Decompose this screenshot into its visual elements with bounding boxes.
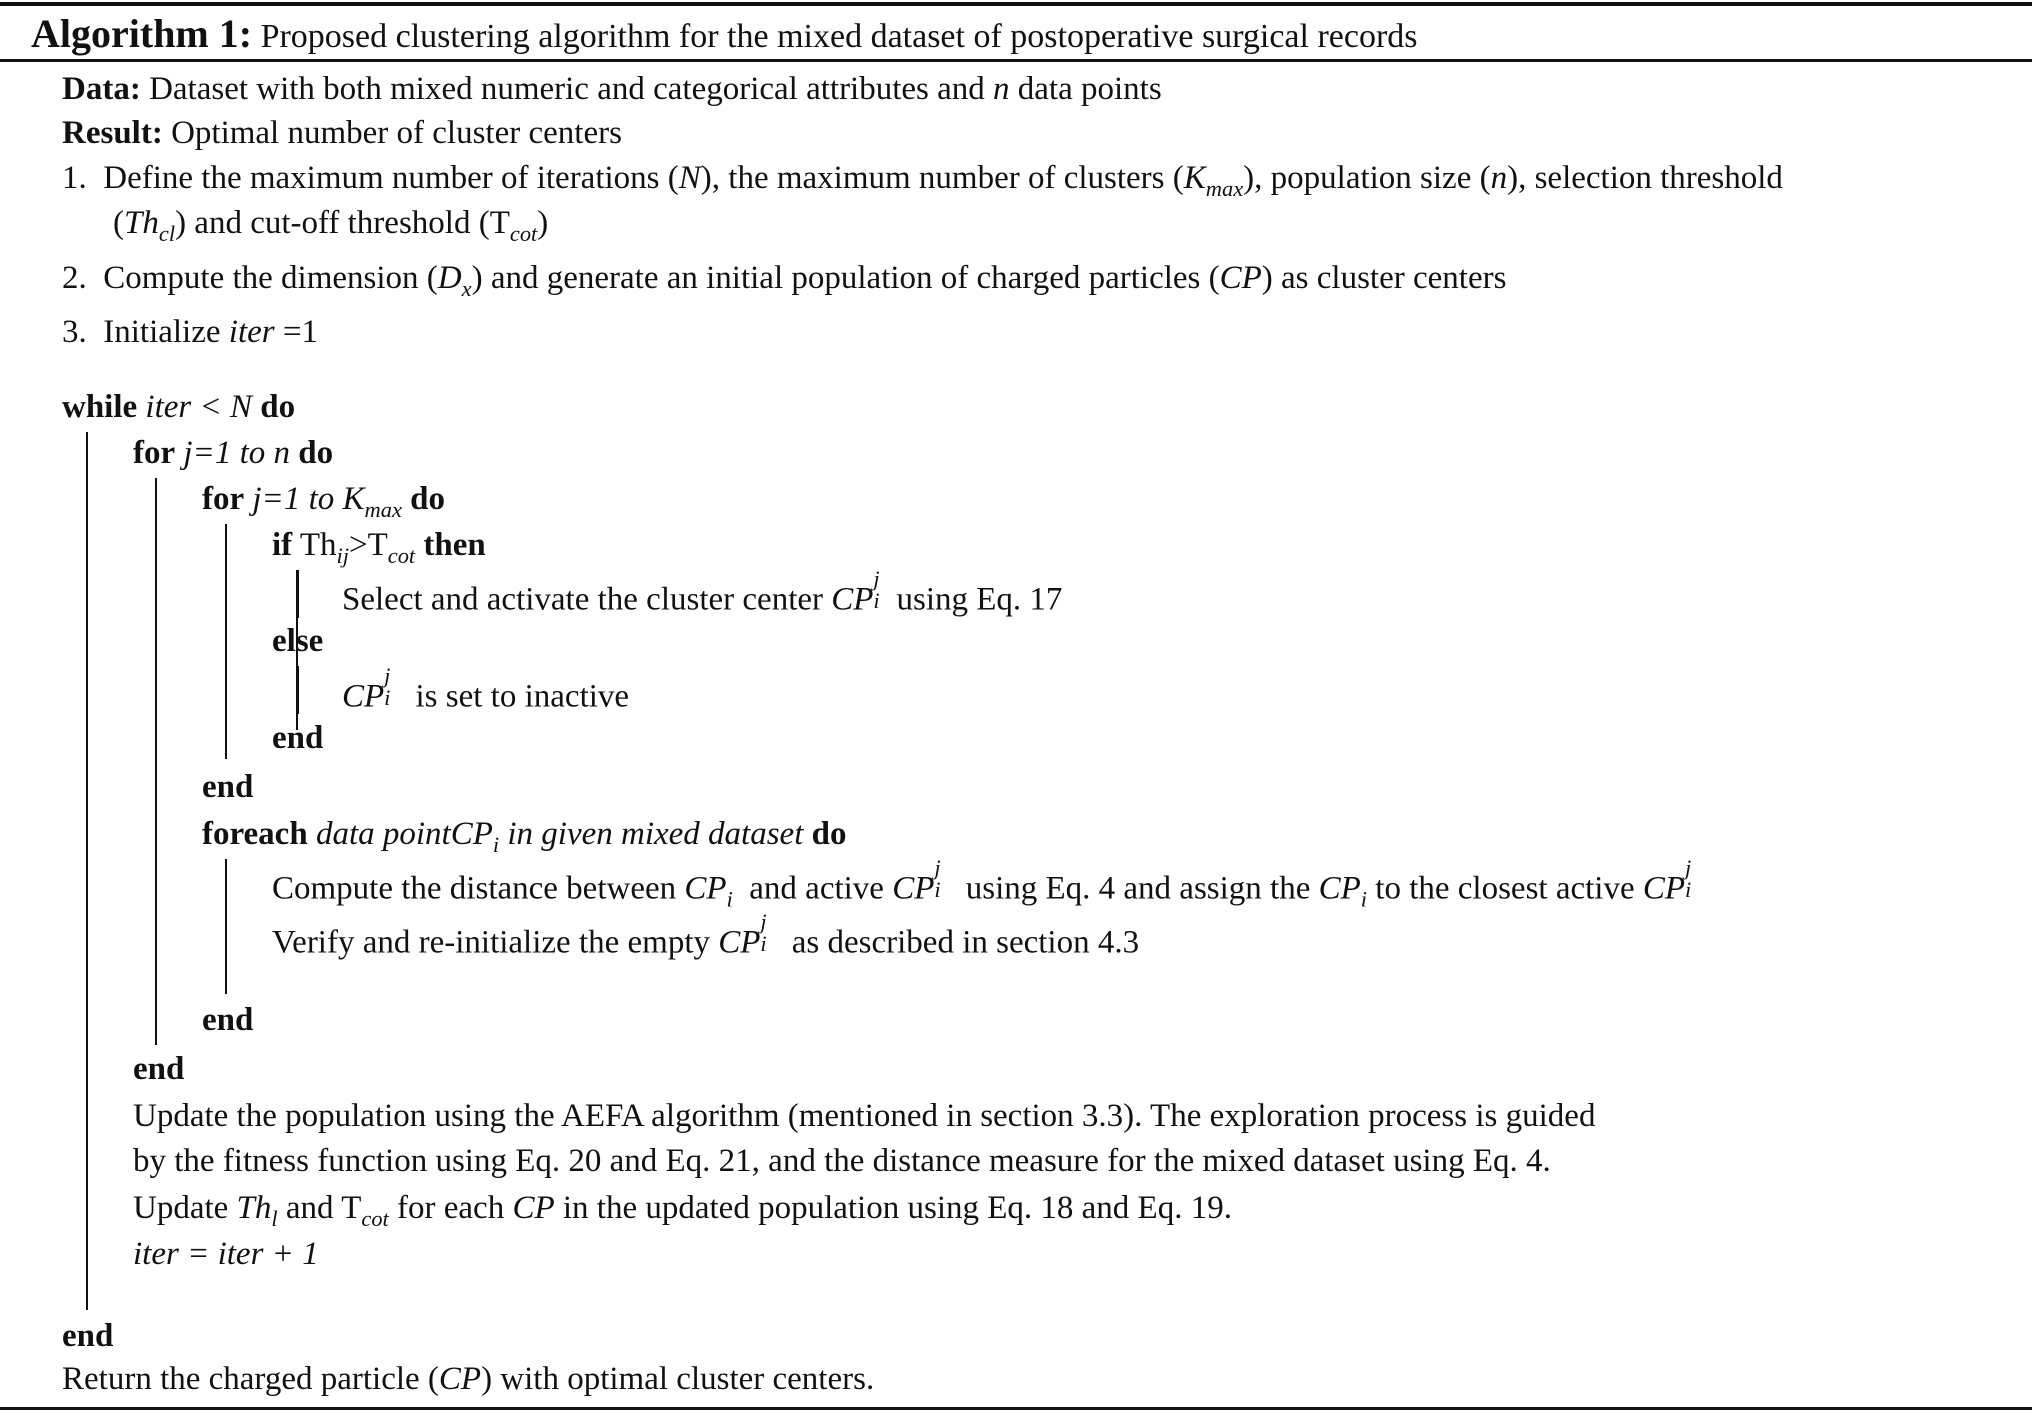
compute-text: using Eq. 4 and assign the [965, 870, 1311, 907]
step-1-number: 1. [62, 160, 87, 196]
for-k-end-line [202, 771, 253, 804]
CP-var: CP [684, 870, 727, 907]
verify-text-end: as described in section 4.3 [791, 924, 1140, 961]
K-subscript: max [364, 496, 402, 522]
verify-text: Verify and re-initialize the empty [272, 924, 710, 961]
update-line-1 [133, 1100, 1595, 1133]
step-2-text: Compute the dimension ( [103, 260, 438, 296]
for-condition: j=1 to n [183, 435, 290, 471]
title-rule [0, 59, 2032, 62]
CP-var: CP [831, 581, 874, 618]
while-keyword: while [62, 389, 138, 425]
then-bar [297, 570, 299, 618]
step-3-text: Initialize [103, 314, 221, 350]
update-text: for each [397, 1190, 505, 1226]
Th-subscript: cl [158, 220, 176, 246]
step-1-text: ), the maximum number of clusters ( [700, 160, 1184, 196]
algorithm-caption: Proposed clustering algorithm for the mixed dataset of postoperative surgical records [260, 18, 1418, 55]
else-bar [297, 666, 299, 714]
paren: ) [537, 205, 549, 241]
j-superscript: j [760, 908, 767, 934]
update-text: Update [133, 1190, 229, 1226]
for-k-block-bar [225, 524, 227, 759]
if-keyword: if [272, 527, 293, 563]
for-keyword: for [133, 435, 176, 471]
step-1-line-b [113, 205, 549, 246]
end-keyword: end [133, 1051, 185, 1087]
foreach-line [202, 816, 847, 857]
i-subscript: i [726, 886, 733, 912]
update-text: by the fitness function using Eq. 20 and Eq. 21, and the distance measure for the mixed dataset using Eq. 4. [133, 1143, 1551, 1179]
return-line [62, 1363, 874, 1396]
CP-var: CP [342, 678, 385, 715]
select-text-end: using Eq. 17 [896, 581, 1063, 618]
algorithm-title [31, 11, 1418, 56]
T-subscript: cot [387, 542, 416, 568]
Th-subscript: ij [336, 542, 349, 568]
i-subscript: i [760, 931, 767, 957]
foreach-condition: data point [315, 816, 451, 852]
step-1-text: ), population size ( [1243, 160, 1491, 196]
update-text: and T [285, 1190, 362, 1226]
D-subscript: x [461, 275, 472, 301]
return-text: Return the charged particle ( [62, 1361, 439, 1397]
i-subscript: i [1685, 877, 1692, 903]
foreach-keyword: foreach [202, 816, 308, 852]
data-text-end: data points [1017, 71, 1162, 107]
top-rule [0, 2, 2032, 6]
foreach-end-line [202, 1004, 253, 1037]
inactive-text: is set to inactive [415, 678, 630, 715]
iter-increment-line [133, 1238, 319, 1271]
i-subscript: i [934, 877, 941, 903]
iter-var: iter [228, 314, 275, 350]
update-text: Update the population using the AEFA algorithm (mentioned in section 3.3). The exploration process is guided [133, 1098, 1596, 1134]
end-keyword: end [202, 769, 254, 805]
algorithm-label: Algorithm 1: [31, 11, 253, 56]
bottom-rule [0, 1407, 2032, 1410]
while-end-line [62, 1320, 113, 1353]
n-var: n [993, 71, 1010, 107]
result-text: Optimal number of cluster centers [171, 115, 622, 151]
for-condition: j=1 to K [252, 481, 365, 517]
select-line [342, 565, 1063, 618]
i-subscript: i [873, 588, 880, 614]
do-keyword: do [298, 435, 334, 471]
end-keyword: end [202, 1002, 254, 1038]
if-end-line [272, 722, 323, 755]
data-text: Dataset with both mixed numeric and categorical attributes and [149, 71, 985, 107]
CP-var: CP [1318, 870, 1361, 907]
CP-var: CP [512, 1190, 555, 1226]
compare-text: >T [348, 527, 388, 563]
step-1-text: ), selection threshold [1507, 160, 1783, 196]
inactive-line [342, 662, 630, 715]
paren: ( [113, 205, 124, 241]
compute-text: and active [749, 870, 884, 907]
step-2-text: ) and generate an initial population of charged particles ( [471, 260, 1220, 296]
j-superscript: j [934, 854, 941, 880]
j-superscript: j [873, 565, 880, 591]
do-keyword: do [811, 816, 847, 852]
select-text: Select and activate the cluster center [342, 581, 823, 618]
CP-var: CP [450, 816, 493, 852]
update-line-3 [133, 1190, 1232, 1231]
update-line-2 [133, 1145, 1551, 1178]
CP-var: CP [1642, 870, 1686, 907]
CP-var: CP [438, 1361, 482, 1397]
for-n-end-line [133, 1053, 184, 1086]
CP-var: CP [1219, 260, 1262, 296]
end-keyword: end [272, 720, 324, 756]
result-line [62, 117, 622, 150]
data-line [62, 73, 1162, 106]
step-2-line [62, 260, 1507, 301]
iter-increment: iter = iter + 1 [133, 1236, 319, 1272]
return-text: ) with optimal cluster centers. [481, 1361, 875, 1397]
result-label: Result: [62, 115, 163, 151]
update-text: in the updated population using Eq. 18 and Eq. 19. [562, 1190, 1232, 1226]
Th-subscript: l [271, 1205, 278, 1231]
else-keyword: else [272, 623, 324, 659]
step-3-text: =1 [282, 314, 318, 350]
i-subscript: i [384, 685, 391, 711]
K-subscript: max [1205, 175, 1244, 201]
CP-var: CP [718, 924, 761, 961]
else-line [272, 625, 323, 658]
j-superscript: j [384, 662, 391, 688]
compute-text: Compute the distance between [272, 870, 677, 907]
D-var: D [437, 260, 462, 296]
step-3-number: 3. [62, 314, 87, 350]
for-n-line [133, 437, 333, 470]
for-k-line [202, 481, 446, 522]
while-line [62, 391, 295, 424]
T-subscript: cot [509, 220, 538, 246]
foreach-block-bar [225, 859, 227, 994]
n-var: n [1490, 160, 1508, 196]
step-2-text: ) as cluster centers [1261, 260, 1507, 296]
while-condition: iter < N [145, 389, 253, 425]
T-subscript: cot [361, 1205, 389, 1231]
step-1-text: Define the maximum number of iterations ( [103, 160, 679, 196]
end-keyword: end [62, 1318, 114, 1354]
step-3-line [62, 316, 318, 349]
K-var: K [1183, 160, 1206, 196]
compute-text: to the closest active [1375, 870, 1635, 907]
j-superscript: j [1685, 854, 1692, 880]
compute-line [272, 854, 1700, 912]
N-var: N [678, 160, 701, 196]
Th-var: Th [299, 527, 337, 563]
do-keyword: do [410, 481, 446, 517]
CP-var: CP [892, 870, 935, 907]
for-n-block-bar [155, 478, 157, 1045]
if-line [272, 527, 486, 568]
step-2-number: 2. [62, 260, 87, 296]
do-keyword: do [260, 389, 296, 425]
Th-var: Th [124, 205, 159, 241]
while-block-bar [86, 432, 88, 1310]
for-keyword: for [202, 481, 245, 517]
i-subscript: i [492, 831, 500, 857]
step-1-text: ) and cut-off threshold (T [175, 205, 510, 241]
foreach-condition: in given mixed dataset [507, 816, 804, 852]
step-1-line-a [62, 160, 1783, 201]
i-subscript: i [1360, 886, 1368, 912]
verify-line [272, 908, 1140, 961]
data-label: Data: [62, 71, 141, 107]
Th-var: Th [236, 1190, 272, 1226]
then-keyword: then [423, 527, 486, 563]
